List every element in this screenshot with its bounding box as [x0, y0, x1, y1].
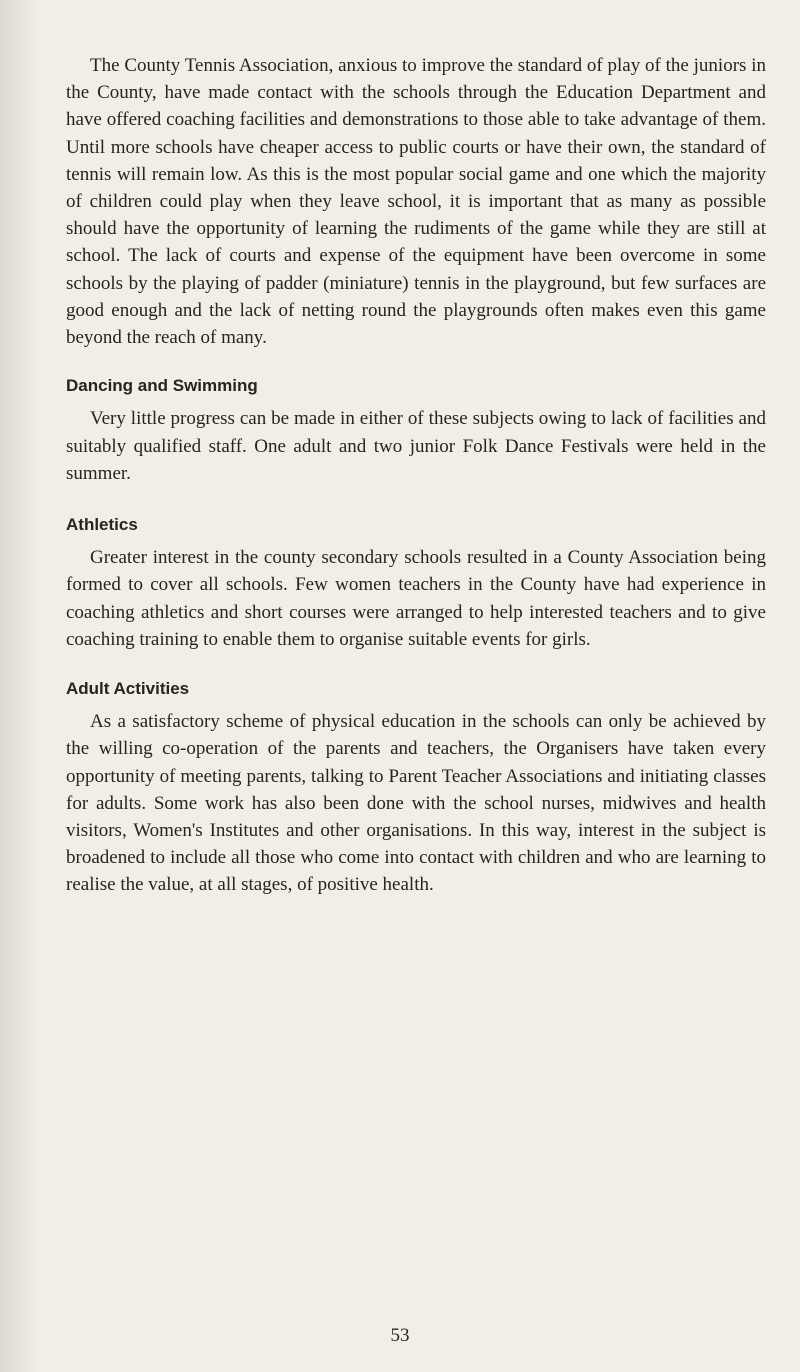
- intro-paragraph: The County Tennis Association, anxious to improve the standard of play of the juniors in the County, have made contact with the schools through the Education Department and have offered coaching facilities and demonstrations to those able to take advantage of them. Until more schools have cheaper access to public courts or have their own, the standard of tennis will remain low. As this is the most popular social game and one which the majority of children could play when they leave school, it is important that as many as possible should have the opportunity of learning the rudiments of the game while they are still at school. The lack of courts and expense of the equipment have been overcome in some schools by the playing of padder (miniature) tennis in the playground, but few surfaces are good enough and the lack of netting round the playgrounds often makes even this game beyond the reach of many.: [66, 55, 766, 349]
- page-number: 53: [390, 1325, 410, 1346]
- section-heading-dancing-swimming: Dancing and Swimming: [66, 376, 258, 396]
- document-body: [66, 52, 766, 899]
- section-heading-athletics: Athletics: [66, 515, 138, 535]
- section-body-adult-activities: As a satisfactory scheme of physical education in the schools can only be achieved by the willing co-operation of the parents and teachers, the Organisers have taken every opportunity of meeting parents, talking to Parent Teacher Associations and initiating classes for adults. Some work has also been done with the school nurses, midwives and health visitors, Women's Institutes and other organisations. In this way, interest in the subject is broadened to include all those who come into contact with children and who are learning to realise the value, at all stages, of positive health.: [66, 711, 766, 896]
- section-body-dancing-swimming: Very little progress can be made in either of these subjects owing to lack of facilities and suitably qualified staff. One adult and two junior Folk Dance Festivals were held in the summer.: [66, 408, 766, 484]
- section-heading-adult-activities: Adult Activities: [66, 679, 190, 699]
- page-edge-shadow: [0, 0, 40, 1372]
- section-body-athletics: Greater interest in the county secondary schools resulted in a County Association being formed to cover all schools. Few women teachers in the County have had experience in coaching athletics and short courses were arranged to help interested teachers and to give coaching training to enable them to organise suitable events for girls.: [66, 547, 766, 650]
